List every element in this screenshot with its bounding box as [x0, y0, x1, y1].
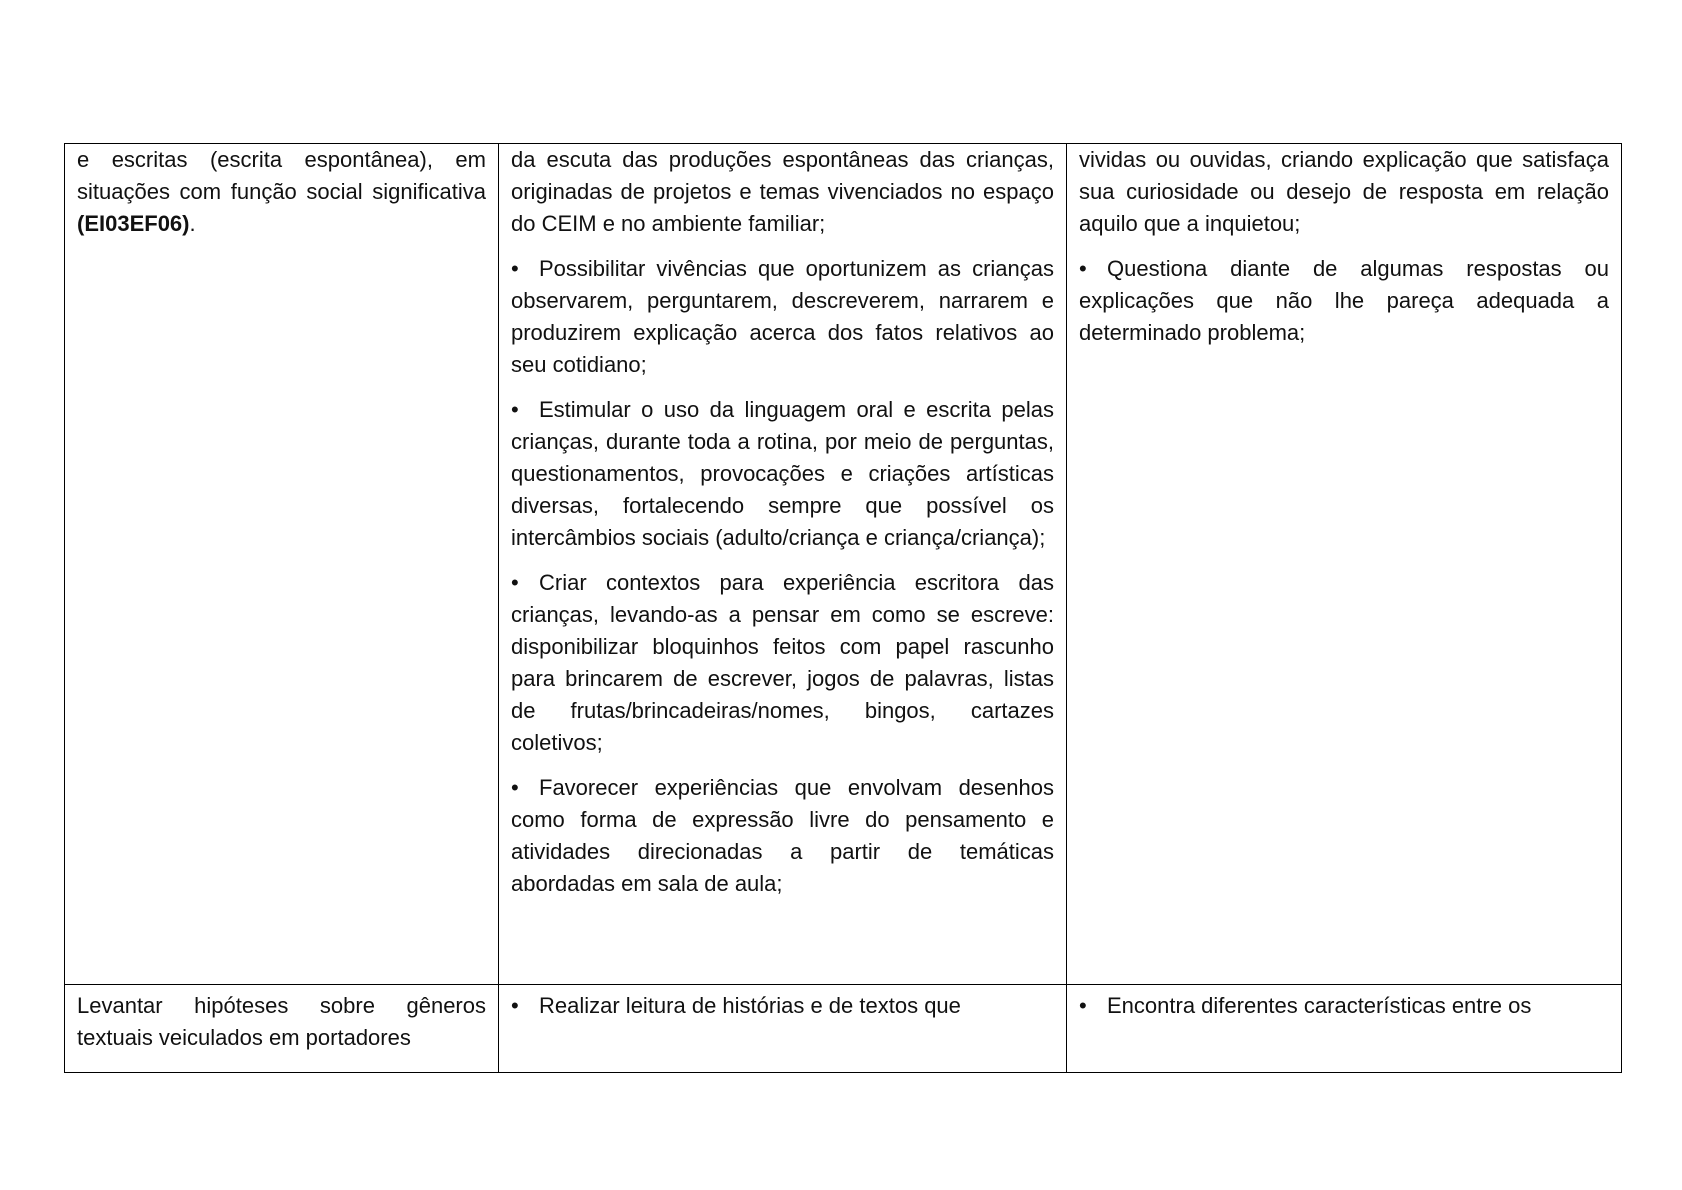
strategy-text: Estimular o uso da linguagem oral e escrita pelas crianças, durante toda a rotina, por meio de perguntas, questionamentos, provocações e criações artísticas diversas, fortalecendo sempre que possível os intercâmbios sociais (adulto/criança e criança/criança);	[511, 397, 1054, 550]
strategy-text: Possibilitar vivências que oportunizem as crianças observarem, perguntarem, descreverem, narrarem e produzirem explicação acerca dos fatos relativos ao seu cotidiano;	[511, 256, 1054, 377]
list-item	[1079, 253, 1609, 349]
bullet-icon: •	[511, 775, 519, 800]
bullet-icon: •	[511, 256, 519, 281]
table-row	[65, 144, 1622, 985]
bullet-icon: •	[511, 570, 519, 595]
bullet-icon: •	[1079, 256, 1087, 281]
strategies-cell	[499, 144, 1067, 985]
list-item	[1079, 990, 1609, 1022]
list-item	[511, 772, 1054, 900]
evaluation-cell	[1067, 144, 1622, 985]
objective-text: Levantar hipóteses sobre gêneros textuais veiculados em portadores	[77, 993, 486, 1050]
objective-cell	[65, 985, 499, 1073]
list-item	[511, 253, 1054, 381]
list-item	[511, 394, 1054, 554]
objective-text-before: e escritas (escrita espontânea), em situações com função social significativa	[77, 147, 486, 204]
bullet-icon: •	[511, 993, 519, 1018]
strategy-text: Favorecer experiências que envolvam desenhos como forma de expressão livre do pensamento e atividades direcionadas a partir de temáticas abordadas em sala de aula;	[511, 775, 1054, 896]
strategies-intro: da escuta das produções espontâneas das crianças, originadas de projetos e temas vivenciados no espaço do CEIM e no ambiente familiar;	[511, 147, 1054, 236]
table-row	[65, 985, 1622, 1073]
strategies-cell	[499, 985, 1067, 1073]
list-item	[511, 567, 1054, 759]
list-item	[511, 990, 1054, 1022]
evaluation-intro: vividas ou ouvidas, criando explicação que satisfaça sua curiosidade ou desejo de resposta em relação aquilo que a inquietou;	[1079, 147, 1609, 236]
objective-text-after: .	[189, 211, 196, 236]
evaluation-text: Encontra diferentes características entre os	[1107, 993, 1532, 1018]
evaluation-cell	[1067, 985, 1622, 1073]
strategy-text: Criar contextos para experiência escritora das crianças, levando-as a pensar em como se escreve: disponibilizar bloquinhos feitos com papel rascunho para brincarem de escrever, jogos de palavras, listas de frutas/brincadeiras/nomes, bingos, cartazes coletivos;	[511, 570, 1054, 755]
bullet-icon: •	[511, 397, 519, 422]
objective-cell	[65, 144, 499, 985]
curriculum-table	[64, 143, 1622, 1073]
evaluation-text: Questiona diante de algumas respostas ou explicações que não lhe pareça adequada a determinado problema;	[1079, 256, 1609, 345]
strategy-text: Realizar leitura de histórias e de textos que	[539, 993, 961, 1018]
objective-code: (EI03EF06)	[77, 211, 190, 236]
objective-text	[77, 144, 486, 240]
bullet-icon: •	[1079, 993, 1087, 1018]
